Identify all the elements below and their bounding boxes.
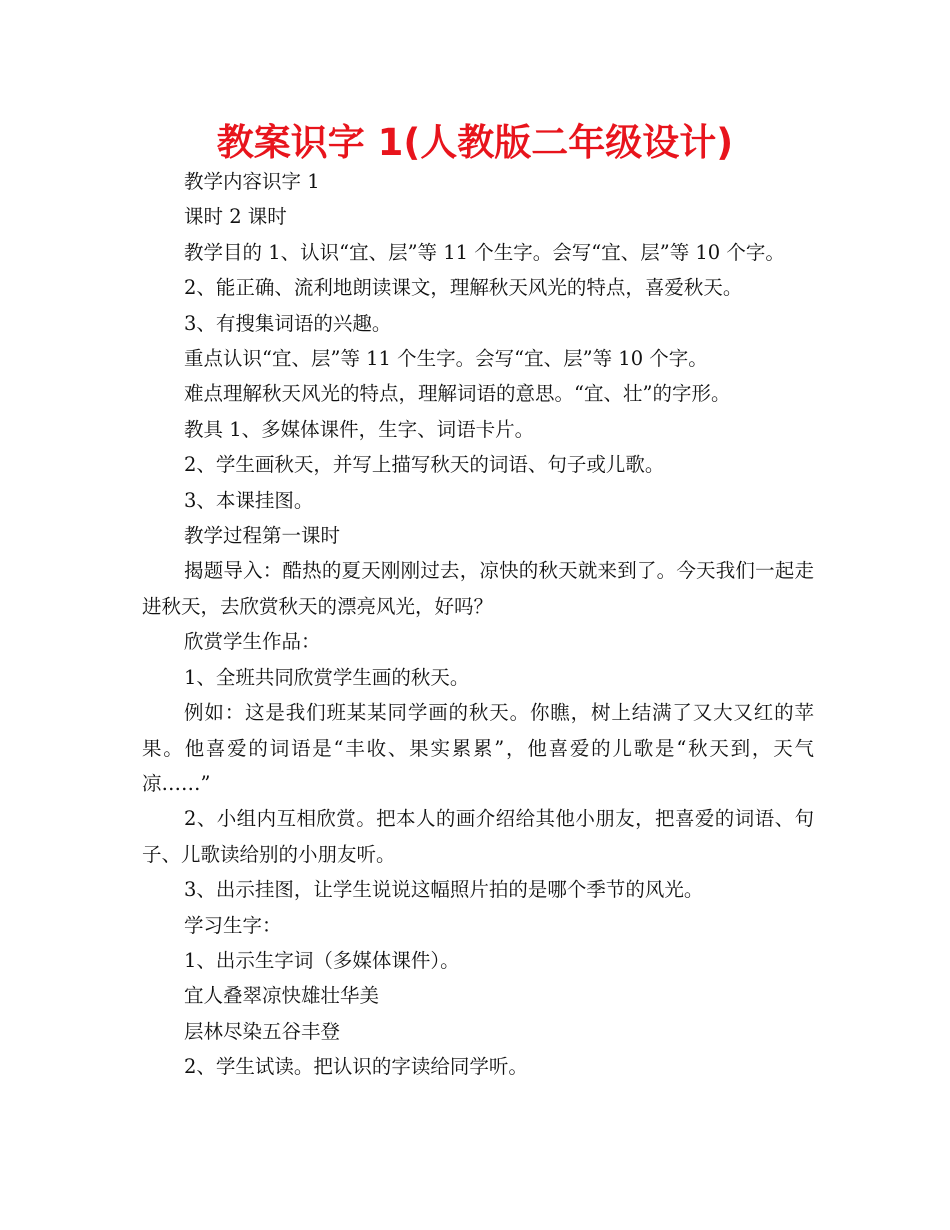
paragraph: 3、有搜集词语的兴趣。 <box>184 311 392 335</box>
paragraph: 2、学生试读。把认识的字读给同学听。 <box>184 1055 528 1079</box>
paragraph: 难点理解秋天风光的特点，理解词语的意思。“宜、壮”的字形。 <box>184 382 731 406</box>
document-body <box>142 164 814 1085</box>
paragraph: 3、出示挂图，让学生说说这幅照片拍的是哪个季节的风光。 <box>184 878 704 902</box>
paragraph: 教学内容识字 1 <box>184 170 320 193</box>
paragraph: 欣赏学生作品： <box>184 630 321 654</box>
paragraph: 层林尽染五谷丰登 <box>184 1019 341 1043</box>
paragraph: 教具 1、多媒体课件，生字、词语卡片。 <box>184 417 535 441</box>
paragraph: 2、能正确、流利地朗读课文，理解秋天风光的特点，喜爱秋天。 <box>184 276 743 300</box>
paragraph: 宜人叠翠凉快雄壮华美 <box>184 984 380 1008</box>
paragraph: 教学过程第一课时 <box>184 524 341 548</box>
paragraph: 学习生字： <box>184 913 282 937</box>
paragraph: 揭题导入：酷热的夏天刚刚过去，凉快的秋天就来到了。今天我们一起走进秋天，去欣赏秋天的漂亮风光，好吗？ <box>142 559 814 618</box>
paragraph: 2、学生画秋天，并写上描写秋天的词语、句子或儿歌。 <box>184 453 665 477</box>
paragraph: 重点认识“宜、层”等 11 个生字。会写“宜、层”等 10 个字。 <box>184 347 708 371</box>
paragraph: 2、小组内互相欣赏。把本人的画介绍给其他小朋友，把喜爱的词语、句子、儿歌读给别的小朋友听。 <box>142 807 814 866</box>
paragraph: 课时 2 课时 <box>184 205 287 229</box>
paragraph: 3、本课挂图。 <box>184 488 314 512</box>
paragraph: 例如：这是我们班某某同学画的秋天。你瞧，树上结满了又大又红的苹果。他喜爱的词语是“丰收、果实累累”，他喜爱的儿歌是“秋天到，天气凉……” <box>142 701 814 795</box>
paragraph: 1、全班共同欣赏学生画的秋天。 <box>184 665 470 689</box>
paragraph: 教学目的 1、认识“宜、层”等 11 个生字。会写“宜、层”等 10 个字。 <box>184 240 785 264</box>
paragraph: 1、出示生字词（多媒体课件）。 <box>184 948 460 972</box>
document-title: 教案识字 1(人教版二年级设计) <box>216 121 734 164</box>
